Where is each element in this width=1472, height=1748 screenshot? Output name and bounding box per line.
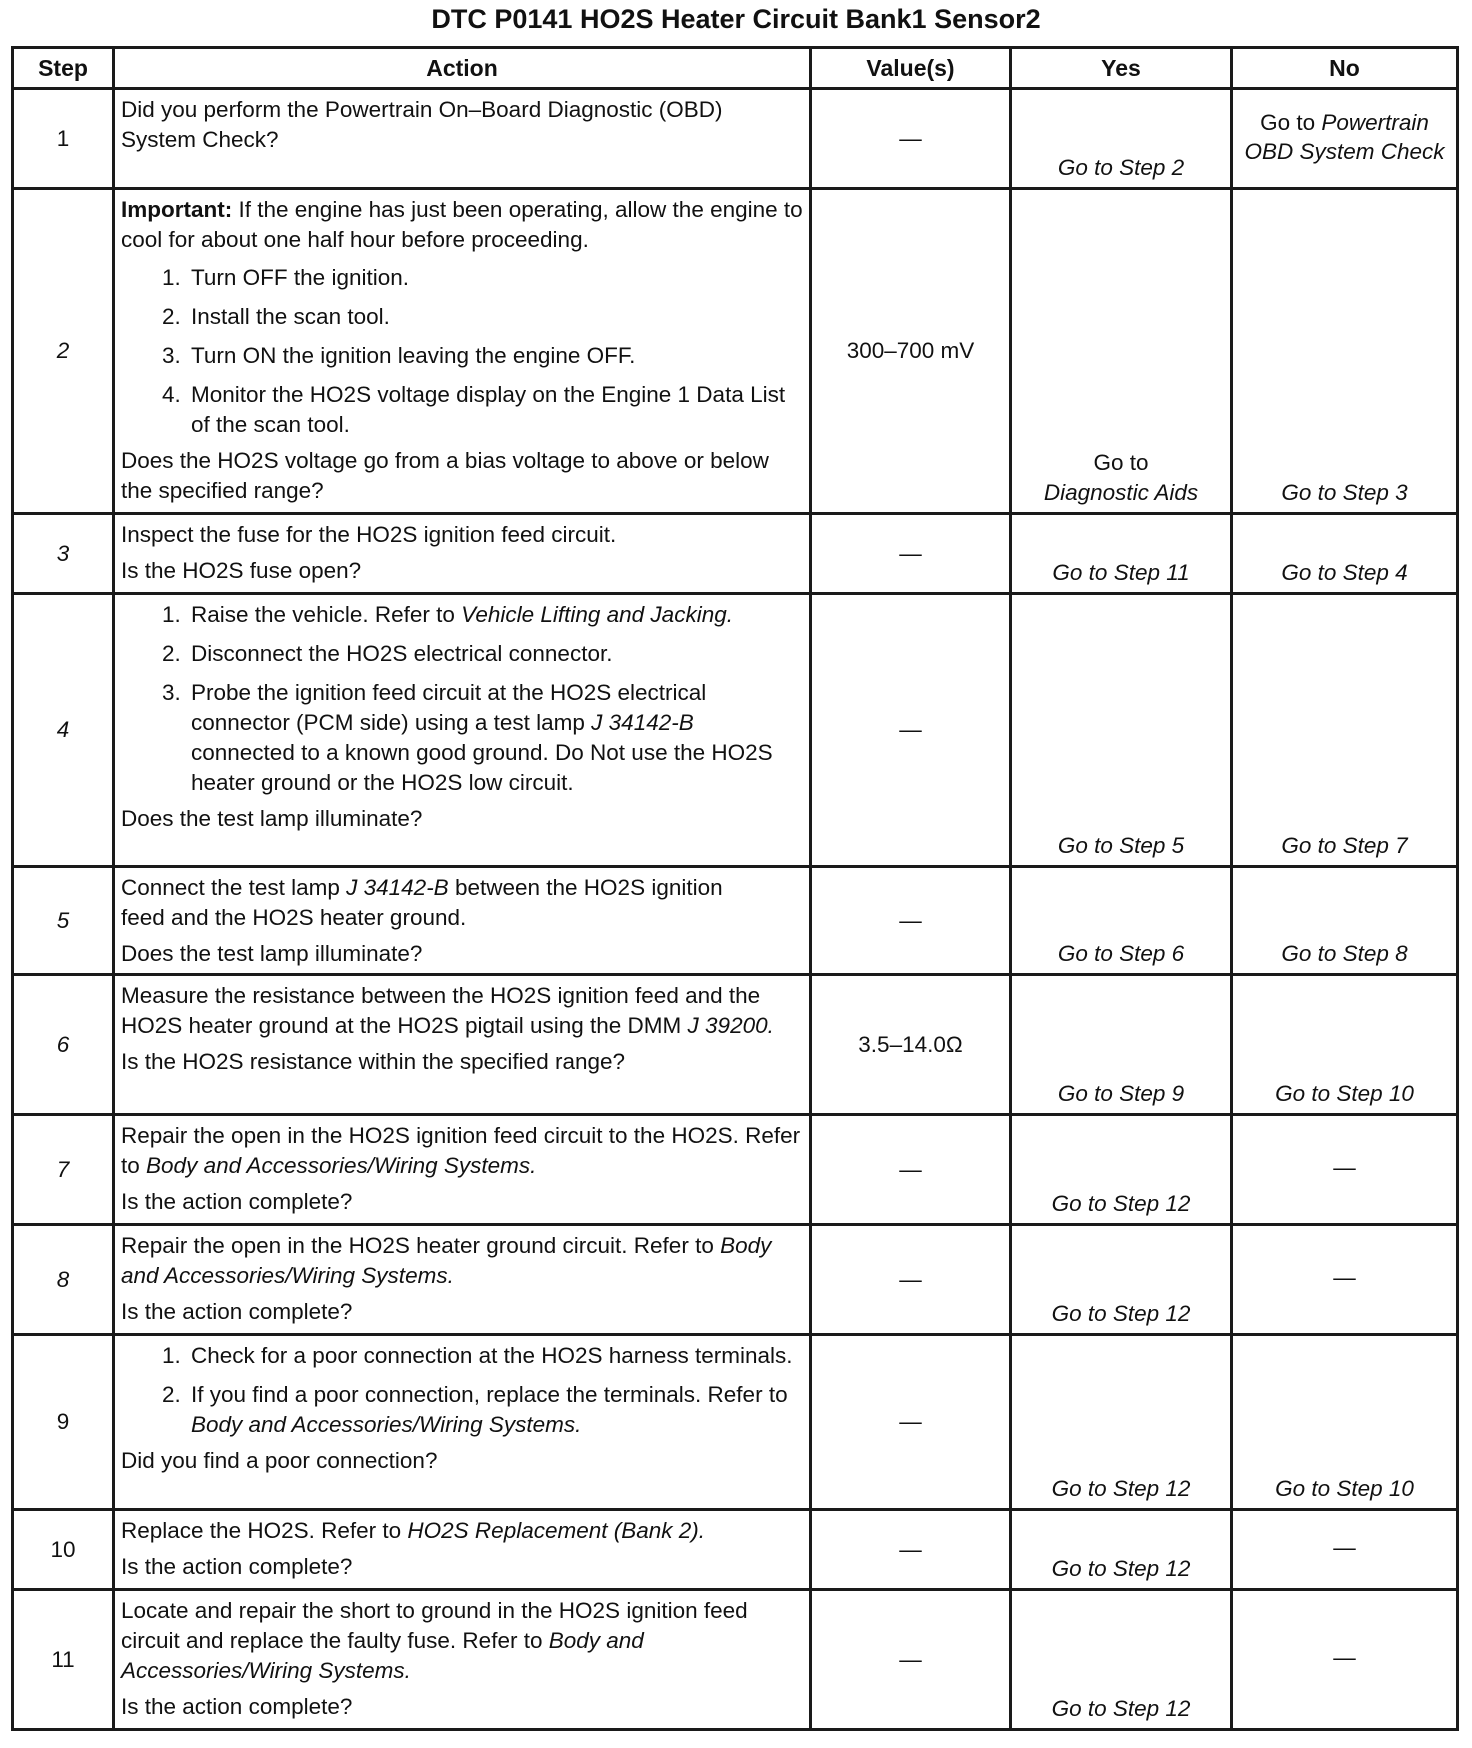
header-step: Step	[13, 48, 114, 89]
action-cell	[114, 867, 811, 975]
step-text: Probe the ignition feed circuit at the HO2S electrical connector (PCM side) using a test lamp	[191, 680, 707, 735]
no-prefix: Go to	[1260, 109, 1322, 135]
action-question: Is the HO2S fuse open?	[121, 558, 362, 583]
action-question: Is the action complete?	[121, 1554, 353, 1579]
procedure-step	[187, 678, 803, 798]
no-cell: —	[1232, 1115, 1458, 1225]
table-row	[13, 867, 1458, 975]
step-number: 9	[13, 1335, 114, 1510]
table-row	[13, 594, 1458, 867]
action-text	[121, 1596, 803, 1686]
procedure-step: 1. Turn OFF the ignition.	[187, 263, 803, 293]
action-question: Is the action complete?	[121, 1189, 353, 1214]
action-cell	[114, 594, 811, 867]
value-cell: —	[811, 89, 1011, 189]
procedure-steps	[121, 1341, 803, 1440]
step-text: Raise the vehicle. Refer to	[191, 602, 462, 627]
page-title: DTC P0141 HO2S Heater Circuit Bank1 Sensor2	[431, 4, 1041, 34]
action-text-part: Repair the open in the HO2S heater ground circuit. Refer to	[121, 1233, 721, 1258]
step-number: 2	[13, 189, 114, 514]
procedure-steps	[121, 600, 803, 798]
no-link[interactable]: Powertrain OBD System Check	[1244, 109, 1445, 164]
action-question: Is the action complete?	[121, 1694, 353, 1719]
action-text-part: Repair the open in the HO2S ignition feed circuit to the HO2S. Refer to	[121, 1123, 801, 1178]
yes-link[interactable]: Go to Step 12	[1051, 1301, 1191, 1326]
no-cell: —	[1232, 1225, 1458, 1335]
important-label: Important:	[121, 197, 233, 222]
value-cell: —	[811, 594, 1011, 867]
action-cell	[114, 514, 811, 594]
action-text-part: Measure the resistance between the HO2S ignition feed and the HO2S heater ground at the HO2S pigtail using the DMM	[121, 983, 761, 1038]
action-text: Did you perform the Powertrain On–Board Diagnostic (OBD) System Check?	[121, 97, 723, 152]
value-cell: 300–700 mV	[811, 189, 1011, 514]
action-text	[121, 981, 803, 1041]
value-cell: —	[811, 1225, 1011, 1335]
table-row	[13, 189, 1458, 514]
value-cell: —	[811, 1590, 1011, 1730]
procedure-steps	[121, 263, 803, 440]
table-header-row	[13, 48, 1458, 89]
step-number: 4	[13, 594, 114, 867]
value-cell: —	[811, 867, 1011, 975]
step-number: 10	[13, 1510, 114, 1590]
no-cell	[1232, 867, 1458, 975]
action-text	[121, 1121, 803, 1181]
action-cell	[114, 189, 811, 514]
reference-link[interactable]: Vehicle Lifting and Jacking.	[461, 602, 733, 627]
no-cell: —	[1232, 1510, 1458, 1590]
yes-link[interactable]: Go to Step 12	[1051, 1476, 1191, 1501]
action-text	[121, 1516, 803, 1546]
procedure-step: 1. Check for a poor connection at the HO2S harness terminals.	[187, 1341, 803, 1371]
step-number: 8	[13, 1225, 114, 1335]
no-link[interactable]: Go to Step 3	[1281, 480, 1408, 505]
yes-link[interactable]: Go to Step 9	[1057, 1081, 1185, 1106]
yes-link[interactable]: Diagnostic Aids	[1043, 480, 1199, 505]
step-number: 1	[13, 89, 114, 189]
yes-cell	[1011, 1590, 1232, 1730]
reference-link[interactable]: Body and Accessories/Wiring Systems.	[121, 1233, 772, 1288]
header-values: Value(s)	[811, 48, 1011, 89]
action-question: Does the HO2S voltage go from a bias voltage to above or below the specified range?	[121, 448, 769, 503]
yes-link[interactable]: Go to Step 12	[1051, 1556, 1191, 1581]
reference-link[interactable]: Body and Accessories/Wiring Systems.	[146, 1153, 537, 1178]
yes-cell	[1011, 89, 1232, 189]
yes-cell	[1011, 189, 1232, 514]
no-cell	[1232, 975, 1458, 1115]
action-cell	[114, 1590, 811, 1730]
yes-cell	[1011, 514, 1232, 594]
step-number: 6	[13, 975, 114, 1115]
procedure-step: 2. Disconnect the HO2S electrical connector.	[187, 639, 803, 669]
yes-link[interactable]: Go to Step 5	[1057, 833, 1185, 858]
important-note	[121, 195, 803, 255]
table-row	[13, 1335, 1458, 1510]
table-row	[13, 1510, 1458, 1590]
no-link[interactable]: Go to Step 8	[1281, 941, 1408, 966]
value-cell: —	[811, 514, 1011, 594]
yes-link[interactable]: Go to Step 12	[1051, 1191, 1191, 1216]
action-cell	[114, 975, 811, 1115]
table-row	[13, 89, 1458, 189]
yes-cell	[1011, 1115, 1232, 1225]
reference-link[interactable]: Body and Accessories/Wiring Systems.	[121, 1628, 644, 1683]
action-text-part: Connect the test lamp	[121, 875, 347, 900]
action-question: Does the test lamp illuminate?	[121, 941, 423, 966]
value-cell: 3.5–14.0Ω	[811, 975, 1011, 1115]
yes-cell	[1011, 867, 1232, 975]
step-text: connected to a known good ground. Do Not use the HO2S heater ground or the HO2S low circuit.	[191, 740, 773, 795]
procedure-step: 3. Turn ON the ignition leaving the engine OFF.	[187, 341, 803, 371]
no-link[interactable]: Go to Step 10	[1275, 1476, 1414, 1501]
no-link[interactable]: Go to Step 10	[1275, 1081, 1414, 1106]
no-cell	[1232, 89, 1458, 189]
no-link[interactable]: Go to Step 4	[1281, 560, 1408, 585]
value-cell: —	[811, 1335, 1011, 1510]
action-text-part: Replace the HO2S. Refer to	[121, 1518, 408, 1543]
step-number: 11	[13, 1590, 114, 1730]
tool-reference: J 39200.	[687, 1013, 774, 1038]
action-cell	[114, 1115, 811, 1225]
action-text	[121, 1231, 803, 1291]
important-text: If the engine has just been operating, allow the engine to cool for about one half hour before proceeding.	[121, 197, 803, 252]
no-link[interactable]: Go to Step 7	[1281, 833, 1408, 858]
step-number: 5	[13, 867, 114, 975]
action-cell	[114, 1225, 811, 1335]
action-text-part: between the HO2S ignition feed and the HO2S heater ground.	[121, 875, 723, 930]
table-row	[13, 1590, 1458, 1730]
value-cell: —	[811, 1510, 1011, 1590]
table-row	[13, 1225, 1458, 1335]
yes-cell	[1011, 1225, 1232, 1335]
step-number: 3	[13, 514, 114, 594]
action-text: Inspect the fuse for the HO2S ignition feed circuit.	[121, 522, 617, 547]
no-cell	[1232, 594, 1458, 867]
yes-link[interactable]: Go to Step 12	[1051, 1696, 1191, 1721]
yes-line1: Go to	[1093, 450, 1149, 475]
yes-cell	[1011, 1335, 1232, 1510]
action-cell	[114, 1510, 811, 1590]
no-cell	[1232, 1335, 1458, 1510]
reference-link[interactable]: HO2S Replacement (Bank 2).	[407, 1518, 706, 1543]
reference-link[interactable]: Body and Accessories/Wiring Systems.	[191, 1412, 582, 1437]
yes-cell	[1011, 594, 1232, 867]
header-action: Action	[114, 48, 811, 89]
procedure-step: 4. Monitor the HO2S voltage display on the Engine 1 Data List of the scan tool.	[187, 380, 803, 440]
header-no: No	[1232, 48, 1458, 89]
table-row	[13, 975, 1458, 1115]
header-yes: Yes	[1011, 48, 1232, 89]
no-cell: —	[1232, 1590, 1458, 1730]
action-question: Did you find a poor connection?	[121, 1448, 438, 1473]
action-cell	[114, 1335, 811, 1510]
action-text	[121, 873, 803, 933]
value-cell: —	[811, 1115, 1011, 1225]
procedure-step	[187, 1380, 803, 1440]
yes-link[interactable]: Go to Step 11	[1052, 560, 1190, 585]
table-row	[13, 514, 1458, 594]
no-cell	[1232, 189, 1458, 514]
action-question: Is the action complete?	[121, 1299, 353, 1324]
no-cell	[1232, 514, 1458, 594]
action-question: Is the HO2S resistance within the specified range?	[121, 1049, 626, 1074]
tool-reference: J 34142-B	[591, 710, 694, 735]
yes-cell	[1011, 1510, 1232, 1590]
tool-reference: J 34142-B	[346, 875, 449, 900]
step-text: If you find a poor connection, replace the terminals. Refer to	[191, 1382, 788, 1407]
action-question: Does the test lamp illuminate?	[121, 806, 423, 831]
diagnostic-table	[11, 46, 1459, 1731]
table-row	[13, 1115, 1458, 1225]
procedure-step: 2. Install the scan tool.	[187, 302, 803, 332]
procedure-step	[187, 600, 803, 630]
yes-link[interactable]: Go to Step 6	[1057, 941, 1185, 966]
step-number: 7	[13, 1115, 114, 1225]
yes-link[interactable]: Go to Step 2	[1057, 155, 1185, 180]
action-text-part: Locate and repair the short to ground in the HO2S ignition feed circuit and replace the faulty fuse. Refer to	[121, 1598, 748, 1653]
action-cell	[114, 89, 811, 189]
yes-cell	[1011, 975, 1232, 1115]
